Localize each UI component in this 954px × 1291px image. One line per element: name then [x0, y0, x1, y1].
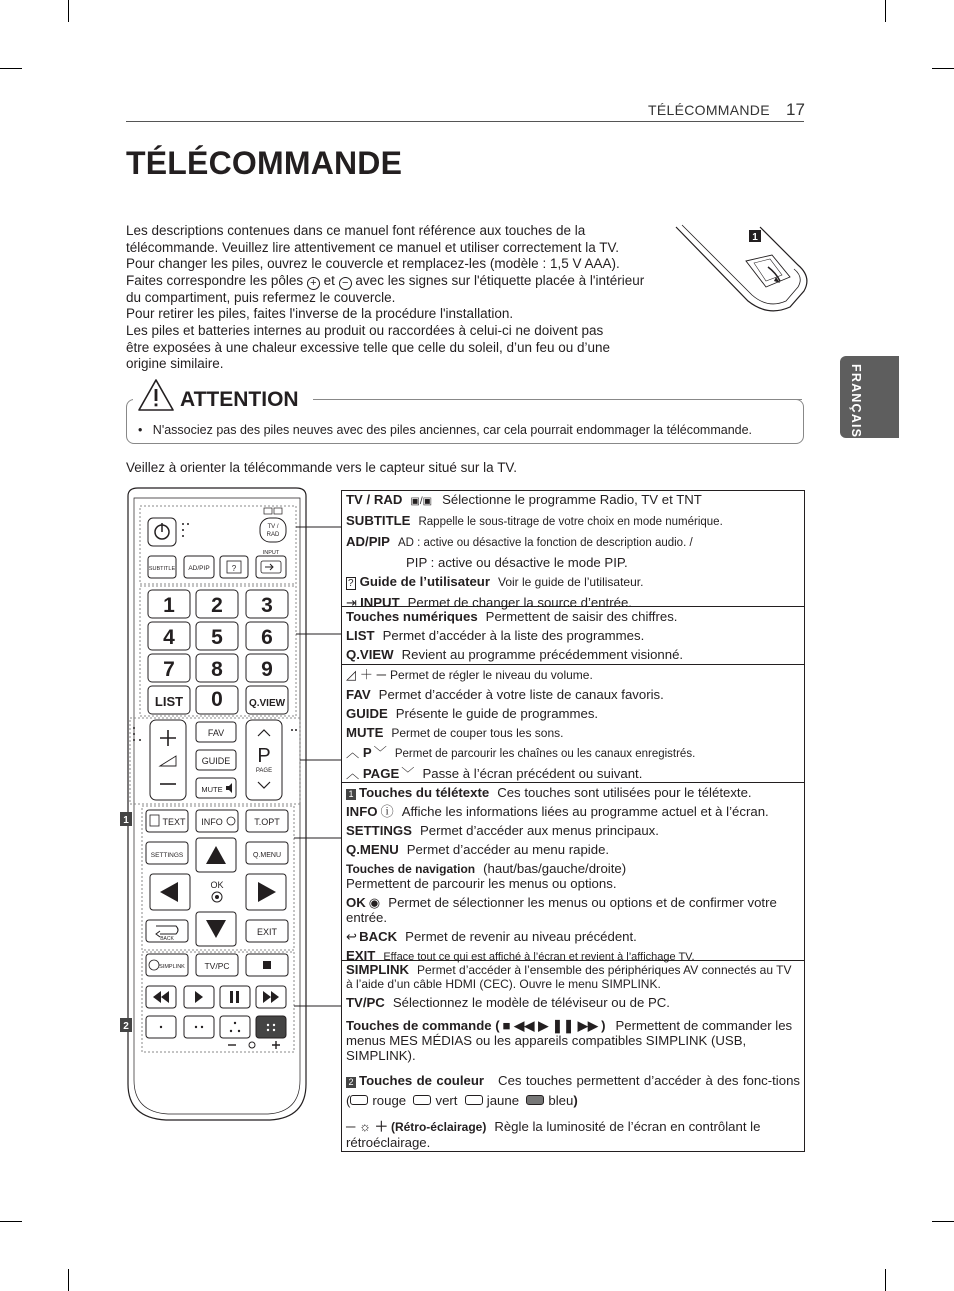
blue-key[interactable]: [256, 1016, 286, 1038]
svg-text:Q.VIEW: Q.VIEW: [248, 698, 286, 709]
plus-pole-icon: +: [307, 277, 320, 290]
desc-row: Touches de commande ( ■ ◀◀ ▶ ❚❚ ▶▶ ) Permettent de commander les menus MES MÉDIAS ou les appareils compatibles SIMPLINK (USB, SIMPLINK).: [346, 1018, 793, 1063]
svg-text:8: 8: [211, 658, 223, 681]
svg-text:MUTE: MUTE: [201, 785, 223, 794]
intro-line: du compartiment, puis refermez le couvercle.: [126, 289, 396, 305]
svg-text:?: ?: [231, 564, 237, 573]
desc-row: SIMPLINK Permet d’accéder à l’ensemble des périphériques AV connectés au TV à l’aide d’un câble HDMI (CEC). Ouvre le menu SIMPLINK.: [346, 962, 792, 991]
section-numeric: [342, 606, 804, 664]
desc-row: Q.VIEW Revient au programme précédemment visionné.: [346, 647, 684, 662]
svg-text:SETTINGS: SETTINGS: [150, 852, 184, 859]
input-icon: ⇥: [346, 595, 358, 610]
svg-text:1: 1: [163, 594, 175, 617]
desc-row: Permettent de parcourir les menus ou options.: [346, 876, 617, 891]
volume-icon: ◿ ＋ ─: [346, 667, 387, 682]
crop-mark: [68, 0, 69, 22]
tv-radio-icon: ▣/▣: [410, 496, 433, 507]
svg-text:5: 5: [211, 626, 223, 649]
desc-row: SETTINGS Permet d’accéder aux menus principaux.: [346, 823, 659, 838]
chevron-down-icon: ﹀: [373, 745, 387, 760]
intro-line: Pour changer les piles, ouvrez le couvercle et remplacez-les (modèle : 1,5 V AAA).: [126, 256, 620, 272]
svg-text:SIMPLINK: SIMPLINK: [159, 964, 185, 970]
svg-text:TV/PC: TV/PC: [204, 961, 230, 971]
page-title: TÉLÉCOMMANDE: [126, 145, 403, 181]
minus-pole-icon: −: [339, 277, 352, 290]
chevron-up-icon: ︿: [346, 745, 360, 760]
svg-text:GUIDE: GUIDE: [201, 756, 231, 766]
back-icon: ↩: [346, 929, 358, 944]
desc-row: FAV Permet d’accéder à votre liste de canaux favoris.: [346, 687, 664, 702]
subtitle-button[interactable]: [148, 556, 176, 578]
pause-button[interactable]: [220, 986, 250, 1008]
intro-line: Les piles et batteries internes au produit ou raccordées à celui-ci ne doivent pas: [126, 322, 604, 338]
power-button[interactable]: [148, 518, 176, 546]
ok-icon: ◉: [368, 895, 381, 910]
digit-2-button[interactable]: [196, 590, 238, 618]
intro-line: télécommande. Veuillez lire attentivement ce manuel et utiliser correctement la TV.: [126, 239, 619, 255]
desc-row: ? Guide de l’utilisateur Voir le guide de l’utilisateur.: [348, 574, 644, 589]
red-key-icon: [350, 1095, 368, 1105]
orientation-note: Veillez à orienter la télécommande vers le capteur situé sur la TV.: [126, 460, 517, 475]
desc-row: TV / RAD ▣/▣ Sélectionne le programme Radio, TV et TNT: [346, 492, 702, 507]
desc-row: ⇥ INPUT Permet de changer la source d’entrée.: [346, 595, 632, 610]
page-number: 17: [786, 100, 805, 119]
q-view-button[interactable]: [246, 686, 288, 714]
svg-text:TV /: TV /: [267, 524, 279, 530]
crop-mark: [932, 1221, 954, 1222]
desc-row: MUTE Permet de couper tous les sons.: [346, 725, 564, 740]
svg-text:9: 9: [261, 658, 273, 681]
chevron-down-icon: ﹀: [401, 766, 415, 781]
settings-button[interactable]: [146, 842, 188, 864]
running-header: TÉLÉCOMMANDE: [648, 102, 770, 118]
crop-mark: [0, 68, 22, 69]
q-menu-button[interactable]: [246, 842, 288, 864]
input-button[interactable]: [256, 556, 286, 578]
desc-row: 2 Touches de couleur Ces touches permettent d’accéder à des fonc-tions ( rouge vert jaune bleu): [346, 1073, 800, 1108]
info-button[interactable]: [196, 810, 238, 832]
svg-text:7: 7: [163, 658, 175, 681]
digit-5-button[interactable]: [196, 622, 238, 650]
info-icon: ⓘ: [380, 804, 394, 819]
svg-text:P: P: [257, 745, 271, 767]
attention-title: ATTENTION: [180, 388, 299, 411]
desc-row: INFO ⓘ Affiche les informations liées au programme actuel et à l’écran.: [346, 804, 769, 819]
attention-rule: [314, 399, 802, 400]
program-page-rocker[interactable]: [246, 720, 282, 800]
back-button[interactable]: [146, 920, 188, 942]
fast-forward-button[interactable]: [256, 986, 286, 1008]
text-button[interactable]: [146, 810, 188, 832]
digit-9-button[interactable]: [246, 654, 288, 682]
svg-text:2: 2: [211, 594, 223, 617]
adpip-button[interactable]: [184, 556, 214, 578]
desc-row: ◿ ＋ ─ Permet de régler le niveau du volume.: [346, 667, 593, 682]
tv-pc-button[interactable]: [196, 954, 238, 976]
rewind-button[interactable]: [146, 986, 176, 1008]
warning-icon: [137, 378, 175, 412]
t-opt-button[interactable]: [246, 810, 288, 832]
intro-paragraph: [126, 223, 686, 373]
language-tab: [840, 356, 899, 438]
svg-text:1: 1: [123, 815, 129, 826]
desc-row: Q.MENU Permet d’accéder au menu rapide.: [346, 842, 610, 857]
desc-row: ↩ BACK Permet de revenir au niveau précédent.: [346, 929, 637, 944]
intro-line: Faites correspondre les pôles + et − avec les signes sur l'étiquette placée à l'intérieur: [126, 272, 645, 289]
blue-key-icon: [526, 1095, 544, 1105]
teletext-marker: [120, 812, 132, 826]
desc-row: 1 Touches du télétexte Ces touches sont utilisées pour le télétexte.: [342, 783, 804, 802]
stop-button[interactable]: [246, 954, 288, 976]
digit-4-button[interactable]: [148, 622, 190, 650]
intro-line: origine similaire.: [126, 356, 224, 372]
svg-text:OK: OK: [210, 880, 224, 890]
input-label: INPUT: [262, 550, 280, 556]
mute-button[interactable]: [196, 778, 236, 798]
exit-button[interactable]: [246, 920, 288, 942]
desc-row: PIP : active ou désactive le mode PIP.: [406, 555, 628, 570]
digit-0-button[interactable]: [196, 686, 238, 714]
desc-row: ︿ P ﹀ Permet de parcourir les chaînes ou les canaux enregistrés.: [346, 745, 696, 760]
svg-text:LIST: LIST: [154, 694, 184, 709]
svg-text:Q.MENU: Q.MENU: [253, 852, 281, 859]
play-button[interactable]: [184, 986, 214, 1008]
green-key-icon: [413, 1095, 431, 1105]
svg-text:PAGE: PAGE: [255, 768, 273, 774]
svg-text:RAD: RAD: [266, 532, 280, 538]
marker-1-icon: 1: [346, 789, 356, 800]
green-key[interactable]: [184, 1016, 214, 1038]
desc-row: GUIDE Présente le guide de programmes.: [346, 706, 599, 721]
svg-text:AD/PIP: AD/PIP: [188, 565, 210, 572]
digit-1-button[interactable]: [148, 590, 190, 618]
section-tv-input: [342, 491, 804, 610]
desc-row: ─ ☼ ＋ (Rétro-éclairage) Règle la luminosité de l’écran en contrôlant le rétroéclairage.: [346, 1119, 761, 1150]
svg-text:EXIT: EXIT: [256, 927, 278, 937]
remote-control-diagram: [120, 484, 320, 1124]
guide-button[interactable]: [196, 750, 236, 770]
user-guide-icon: ?: [348, 578, 354, 589]
desc-row: EXIT Efface tout ce qui est affiché à l’écran et revient à l’affichage TV.: [346, 948, 695, 963]
intro-line: Les descriptions contenues dans ce manuel font référence aux touches de la: [126, 223, 586, 238]
backlight-icon: ─ ☼ ＋: [346, 1119, 388, 1134]
desc-row: OK ◉ Permet de sélectionner les menus ou options et de confirmer votre entrée.: [346, 895, 777, 925]
red-key[interactable]: [146, 1016, 176, 1038]
section-media-color: [342, 960, 804, 1152]
crop-mark: [885, 1269, 886, 1291]
button-description-table: [341, 490, 805, 1152]
desc-row: SUBTITLE Rappelle le sous-titrage de votre choix en mode numérique.: [346, 513, 723, 528]
svg-text:FAV: FAV: [207, 728, 225, 738]
svg-text:6: 6: [261, 626, 273, 649]
intro-line: Pour retirer les piles, faites l'inverse de la procédure l'installation.: [126, 306, 514, 322]
attention-bullet: • N'associez pas des piles neuves avec des piles anciennes, car cela pourrait endommager la télécommande.: [138, 423, 753, 437]
language-tab-label: FRANÇAIS: [849, 364, 863, 439]
fav-button[interactable]: [196, 722, 236, 742]
intro-line: être exposées à une chaleur excessive telle que celle du soleil, d’un feu ou d’une: [126, 339, 611, 355]
user-guide-button[interactable]: [220, 556, 248, 578]
battery-cover-illustration: [672, 221, 812, 321]
yellow-key[interactable]: [220, 1016, 250, 1038]
color-keys-marker: [120, 1018, 132, 1032]
tv-rad-button[interactable]: [260, 518, 286, 542]
svg-text:BACK: BACK: [160, 936, 174, 942]
crop-mark: [885, 0, 886, 22]
header-rule: [126, 121, 804, 122]
desc-row: Touches numériques Permettent de saisir des chiffres.: [346, 609, 678, 624]
digit-7-button[interactable]: [148, 654, 190, 682]
marker-2-icon: 2: [346, 1077, 356, 1088]
crop-mark: [932, 68, 954, 69]
digit-6-button[interactable]: [246, 622, 288, 650]
simplink-button[interactable]: [146, 954, 188, 976]
crop-mark: [68, 1269, 69, 1291]
battery-step-marker: 1: [752, 232, 758, 243]
desc-row: AD/PIP AD : active ou désactive la fonction de description audio. /: [346, 534, 693, 549]
svg-text:T.OPT: T.OPT: [254, 817, 280, 827]
media-keys-icon: ■ ◀◀ ▶ ❚❚ ▶▶: [502, 1018, 599, 1033]
desc-row: TV/PC Sélectionnez le modèle de téléviseur ou de PC.: [346, 995, 670, 1010]
svg-text:SUBTITLE: SUBTITLE: [148, 566, 176, 572]
svg-text:3: 3: [261, 594, 273, 617]
section-navigation: [342, 782, 804, 963]
list-button[interactable]: [148, 686, 190, 714]
desc-row: Touches de navigation (haut/bas/gauche/droite): [346, 861, 627, 876]
svg-text:0: 0: [211, 688, 223, 711]
svg-text:INFO: INFO: [201, 817, 223, 827]
chevron-up-icon: ︿: [346, 766, 360, 781]
yellow-key-icon: [465, 1095, 483, 1105]
svg-text:TEXT: TEXT: [162, 817, 186, 827]
section-volume-program: [342, 664, 804, 782]
volume-rocker[interactable]: [150, 720, 186, 800]
digit-3-button[interactable]: [246, 590, 288, 618]
svg-text:2: 2: [123, 1021, 129, 1032]
digit-8-button[interactable]: [196, 654, 238, 682]
svg-text:4: 4: [163, 626, 175, 649]
crop-mark: [0, 1221, 22, 1222]
desc-row: ︿ PAGE ﹀ Passe à l’écran précédent ou suivant.: [346, 766, 643, 781]
desc-row: LIST Permet d’accéder à la liste des programmes.: [346, 628, 645, 643]
